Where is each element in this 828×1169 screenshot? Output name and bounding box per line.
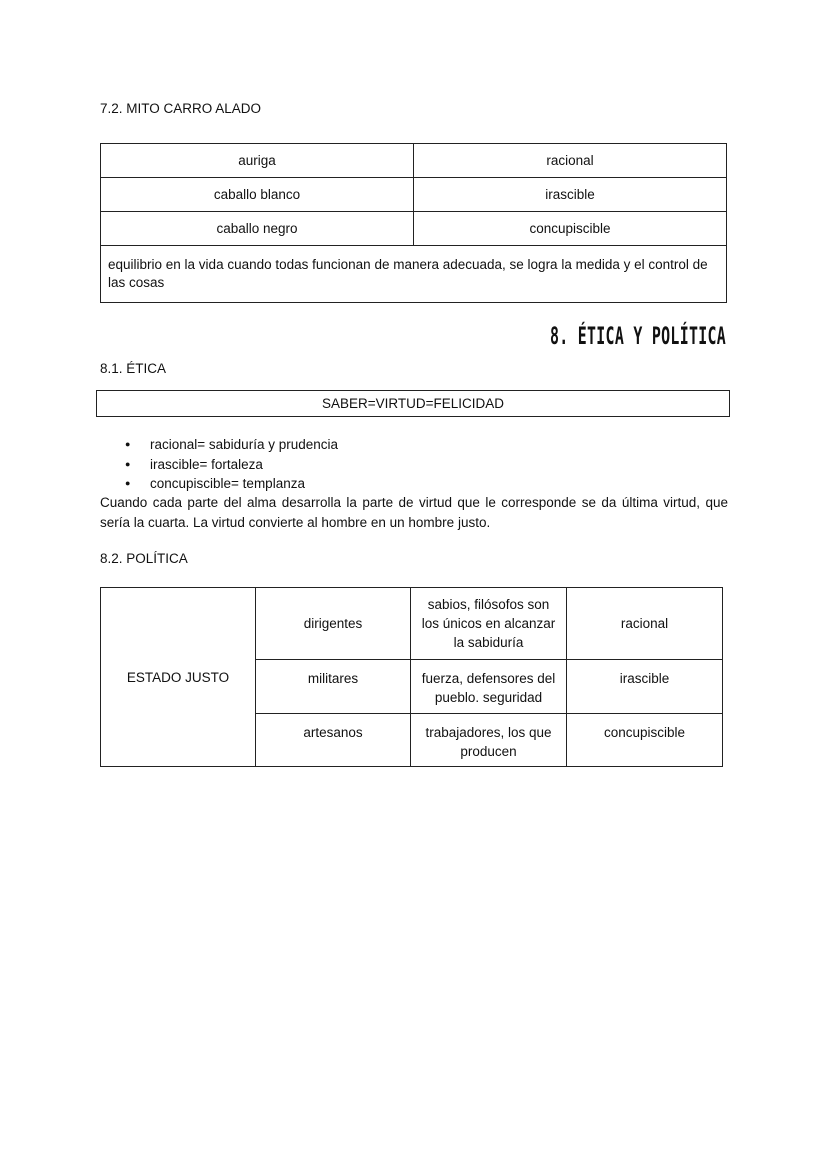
estado-justo-table bbox=[100, 587, 723, 767]
list-item: ● concupiscible= templanza bbox=[100, 474, 338, 494]
table-row bbox=[101, 144, 727, 178]
table-cell: racional bbox=[567, 588, 723, 660]
table-cell: sabios, filósofos son los únicos en alcanzar la sabiduría bbox=[411, 588, 567, 660]
table-row bbox=[101, 178, 727, 212]
table-cell: irascible bbox=[414, 178, 727, 212]
table-cell: dirigentes bbox=[256, 588, 411, 660]
summary-cell: equilibrio en la vida cuando todas funcionan de manera adecuada, se logra la medida y el control de las cosas bbox=[101, 246, 727, 303]
section-8-title: 8. ÉTICA Y POLÍTICA bbox=[549, 322, 726, 350]
list-item: ● racional= sabiduría y prudencia bbox=[100, 435, 338, 455]
row-header-cell: ESTADO JUSTO bbox=[101, 588, 256, 767]
table-cell: trabajadores, los que producen bbox=[411, 714, 567, 767]
formula-box: SABER=VIRTUD=FELICIDAD bbox=[96, 390, 730, 417]
table-cell: concupiscible bbox=[414, 212, 727, 246]
virtues-list bbox=[100, 435, 338, 494]
table-cell: caballo blanco bbox=[101, 178, 414, 212]
list-item: ● irascible= fortaleza bbox=[100, 455, 338, 475]
heading-7-2: 7.2. MITO CARRO ALADO bbox=[100, 101, 262, 116]
table-cell: caballo negro bbox=[101, 212, 414, 246]
table-cell: militares bbox=[256, 660, 411, 714]
mito-carro-alado-table bbox=[100, 143, 727, 303]
table-cell: fuerza, defensores del pueblo. seguridad bbox=[411, 660, 567, 714]
table-cell: artesanos bbox=[256, 714, 411, 767]
heading-8-1: 8.1. ÉTICA bbox=[100, 361, 167, 376]
table-cell: concupiscible bbox=[567, 714, 723, 767]
table-row bbox=[101, 246, 727, 303]
table-row bbox=[101, 588, 723, 660]
table-cell: auriga bbox=[101, 144, 414, 178]
heading-8-2: 8.2. POLÍTICA bbox=[100, 551, 188, 566]
table-cell: racional bbox=[414, 144, 727, 178]
table-cell: irascible bbox=[567, 660, 723, 714]
table-row bbox=[101, 212, 727, 246]
ethics-paragraph: Cuando cada parte del alma desarrolla la parte de virtud que le corresponde se da última virtud, que sería la cuarta. La virtud convierte al hombre en un hombre justo. bbox=[100, 495, 728, 530]
